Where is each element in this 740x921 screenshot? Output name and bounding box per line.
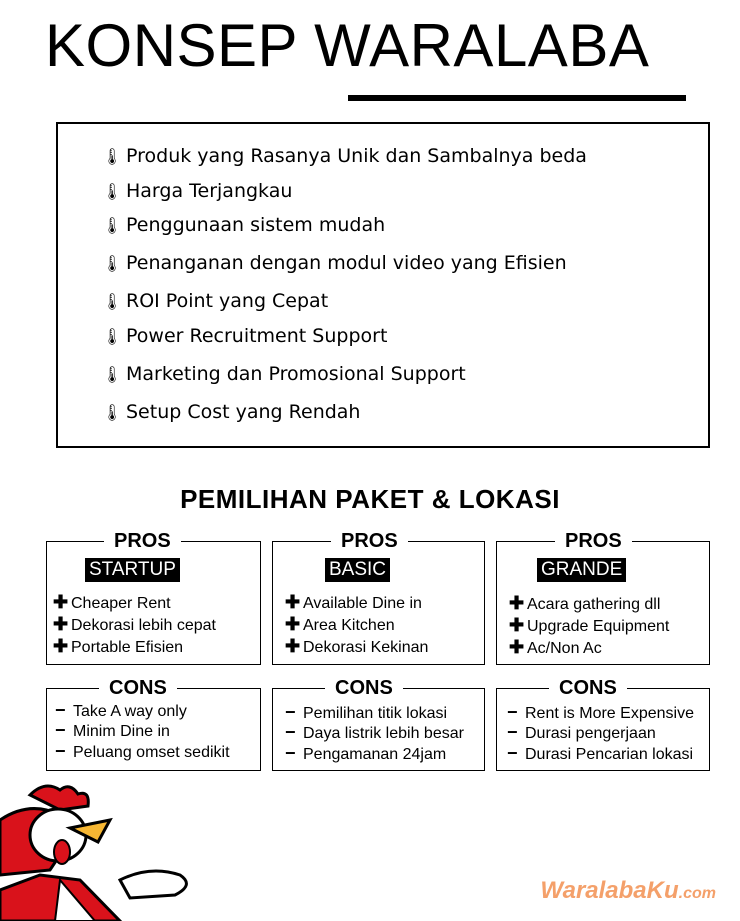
section-title: PEMILIHAN PAKET & LOKASI (180, 484, 560, 514)
cons-card-grande (496, 677, 710, 771)
pros-card-grande (496, 530, 710, 665)
pros-item: ✚ Dekorasi lebih cepat (53, 614, 216, 634)
cons-item: − Peluang omset sedikit (55, 741, 230, 761)
thermometer-pin-icon: 🌡 (102, 292, 123, 311)
minus-icon: − (55, 720, 66, 740)
thermometer-pin-icon: 🌡 (102, 327, 123, 346)
cons-item: − Minim Dine in (55, 720, 170, 740)
pros-label: PROS (104, 530, 181, 552)
plus-icon: ✚ (509, 593, 525, 613)
plus-icon: ✚ (53, 592, 69, 612)
cons-item: − Pengamanan 24jam (285, 743, 447, 763)
plus-icon: ✚ (285, 614, 301, 634)
thermometer-pin-icon: 🌡 (102, 182, 123, 201)
concept-item: 🌡 Harga Terjangkau (102, 180, 293, 202)
concept-item: 🌡 Produk yang Rasanya Unik dan Sambalnya beda (102, 145, 587, 167)
package-name-grande: GRANDE (537, 558, 626, 582)
concept-item: 🌡 ROI Point yang Cepat (102, 290, 329, 312)
thermometer-pin-icon: 🌡 (102, 147, 123, 166)
cons-item: − Durasi pengerjaan (507, 722, 656, 742)
plus-icon: ✚ (53, 636, 69, 656)
cons-label: CONS (325, 677, 403, 699)
minus-icon: − (55, 700, 66, 720)
pros-item: ✚ Available Dine in (285, 592, 422, 612)
cons-item: − Daya listrik lebih besar (285, 722, 464, 742)
concept-list-box (56, 122, 710, 448)
plus-icon: ✚ (285, 636, 301, 656)
concept-item: 🌡 Setup Cost yang Rendah (102, 401, 361, 423)
minus-icon: − (285, 702, 296, 722)
pros-item: ✚ Dekorasi Kekinan (285, 636, 429, 656)
thermometer-pin-icon: 🌡 (102, 365, 123, 384)
thermometer-pin-icon: 🌡 (102, 216, 123, 235)
plus-icon: ✚ (509, 615, 525, 635)
concept-item: 🌡 Penggunaan sistem mudah (102, 214, 386, 236)
cons-item: − Durasi Pencarian lokasi (507, 743, 694, 763)
pros-card-basic (272, 530, 485, 665)
minus-icon: − (507, 743, 518, 763)
title-underline (348, 95, 686, 101)
concept-item: 🌡 Penanganan dengan modul video yang Efisien (102, 252, 567, 274)
minus-icon: − (55, 741, 66, 761)
concept-item: 🌡 Marketing dan Promosional Support (102, 363, 466, 385)
waralabaku-logo: WaralabaKu.com (540, 877, 716, 904)
pros-card-startup (46, 530, 261, 665)
concept-item: 🌡 Power Recruitment Support (102, 325, 388, 347)
minus-icon: − (285, 722, 296, 742)
cons-item: − Pemilihan titik lokasi (285, 702, 448, 722)
cons-card-basic (272, 677, 485, 771)
package-name-basic: BASIC (325, 558, 390, 582)
plus-icon: ✚ (53, 614, 69, 634)
pros-label: PROS (555, 530, 632, 552)
cons-card-startup (46, 677, 261, 771)
thermometer-pin-icon: 🌡 (102, 254, 123, 273)
cons-label: CONS (549, 677, 627, 699)
pros-label: PROS (331, 530, 408, 552)
minus-icon: − (507, 702, 518, 722)
package-name-startup: STARTUP (85, 558, 180, 582)
cons-item: − Rent is More Expensive (507, 702, 694, 722)
plus-icon: ✚ (285, 592, 301, 612)
plus-icon: ✚ (509, 637, 525, 657)
pros-item: ✚ Ac/Non Ac (509, 637, 602, 657)
minus-icon: − (285, 743, 296, 763)
rooster-mascot-image (0, 780, 200, 921)
page-title: KONSEP WARALABA (45, 12, 650, 79)
pros-item: ✚ Acara gathering dll (509, 593, 661, 613)
cons-label: CONS (99, 677, 177, 699)
pros-item: ✚ Area Kitchen (285, 614, 395, 634)
pros-item: ✚ Upgrade Equipment (509, 615, 670, 635)
pros-item: ✚ Cheaper Rent (53, 592, 171, 612)
thermometer-pin-icon: 🌡 (102, 403, 123, 422)
minus-icon: − (507, 722, 518, 742)
cons-item: − Take A way only (55, 700, 187, 720)
pros-item: ✚ Portable Efisien (53, 636, 184, 656)
